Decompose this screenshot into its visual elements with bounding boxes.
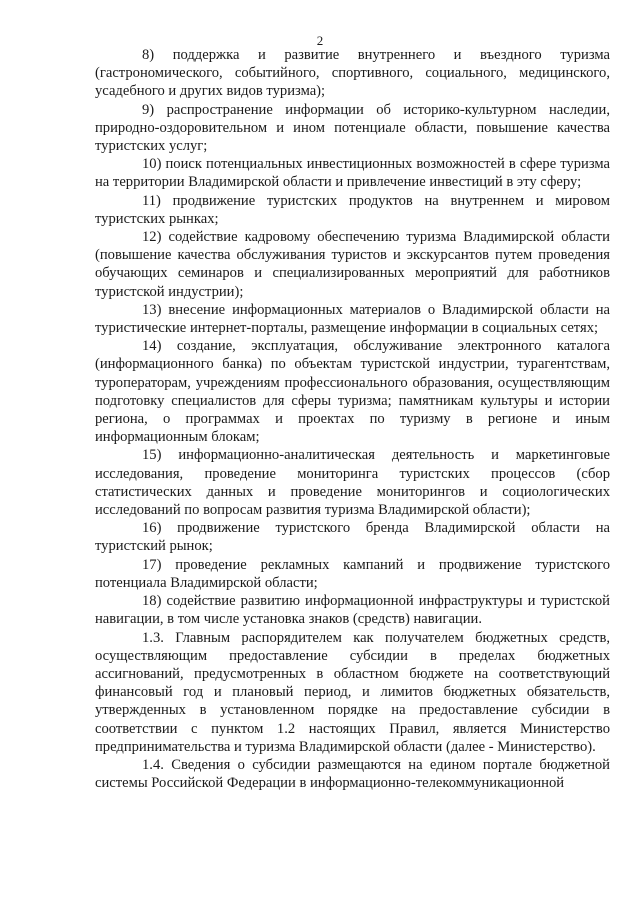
paragraph-item-8: 8) поддержка и развитие внутреннего и въездного туризма (гастрономического, событийного, спортивного, социального, медицинского, усадебного и других видов туризма); [95, 47, 610, 100]
paragraph-item-14: 14) создание, эксплуатация, обслуживание электронного каталога (информационного банка) по объектам туристской индустрии, турагентствам, туроператорам, учреждениям профессионального образования, осуществляющим подготовку специалистов для сферы туризма; памятникам культуры и истории региона, о программах и проектах по туризму в регионе и иным информационным блокам; [95, 338, 610, 446]
page-number: 2 [316, 33, 324, 48]
paragraph-item-15: 15) информационно-аналитическая деятельность и маркетинговые исследования, проведение мониторинга туристских процессов (сбор статистических данных и проведение мониторингов и социологических исследований по вопросам развития туризма Владимирской области); [95, 447, 610, 519]
paragraph-item-9: 9) распространение информации об историко-культурном наследии, природно-оздоровительном и ином потенциале области, повышение качества туристских услуг; [95, 101, 610, 155]
paragraph-item-11: 11) продвижение туристских продуктов на внутреннем и мировом туристских рынках; [95, 192, 610, 227]
paragraph-section-1-4: 1.4. Сведения о субсидии размещаются на едином портале бюджетной системы Российской Федерации в информационно-телекоммуникационной [95, 756, 610, 792]
paragraph-item-12: 12) содействие кадровому обеспечению туризма Владимирской области (повышение качества обслуживания туристов и экскурсантов путем проведения обучающих семинаров и специализированных мероприятий для работников туристской индустрии); [95, 229, 610, 300]
document-body [95, 46, 610, 792]
paragraph-item-13: 13) внесение информационных материалов о Владимирской области на туристические интернет-порталы, размещение информации в социальных сетях; [95, 301, 610, 337]
paragraph-item-16: 16) продвижение туристского бренда Владимирской области на туристский рынок; [95, 520, 610, 555]
paragraph-item-17: 17) проведение рекламных кампаний и продвижение туристского потенциала Владимирской области; [95, 556, 610, 591]
paragraph-section-1-3: 1.3. Главным распорядителем как получателем бюджетных средств, осуществляющим предоставление субсидии в пределах бюджетных ассигнований, предусмотренных в областном бюджете на соответствующий финансовый год и плановый период, и лимитов бюджетных обязательств, утвержденных в установленном порядке на предоставление субсидии в соответствии с пунктом 1.2 настоящих Правил, является Министерство предпринимательства и туризма Владимирской области (далее - Министерство). [95, 629, 610, 755]
paragraph-item-10: 10) поиск потенциальных инвестиционных возможностей в сфере туризма на территории Владимирской области и привлечение инвестиций в эту сферу; [95, 156, 610, 191]
paragraph-item-18: 18) содействие развитию информационной инфраструктуры и туристской навигации, в том числе установка знаков (средств) навигации. [95, 593, 610, 628]
